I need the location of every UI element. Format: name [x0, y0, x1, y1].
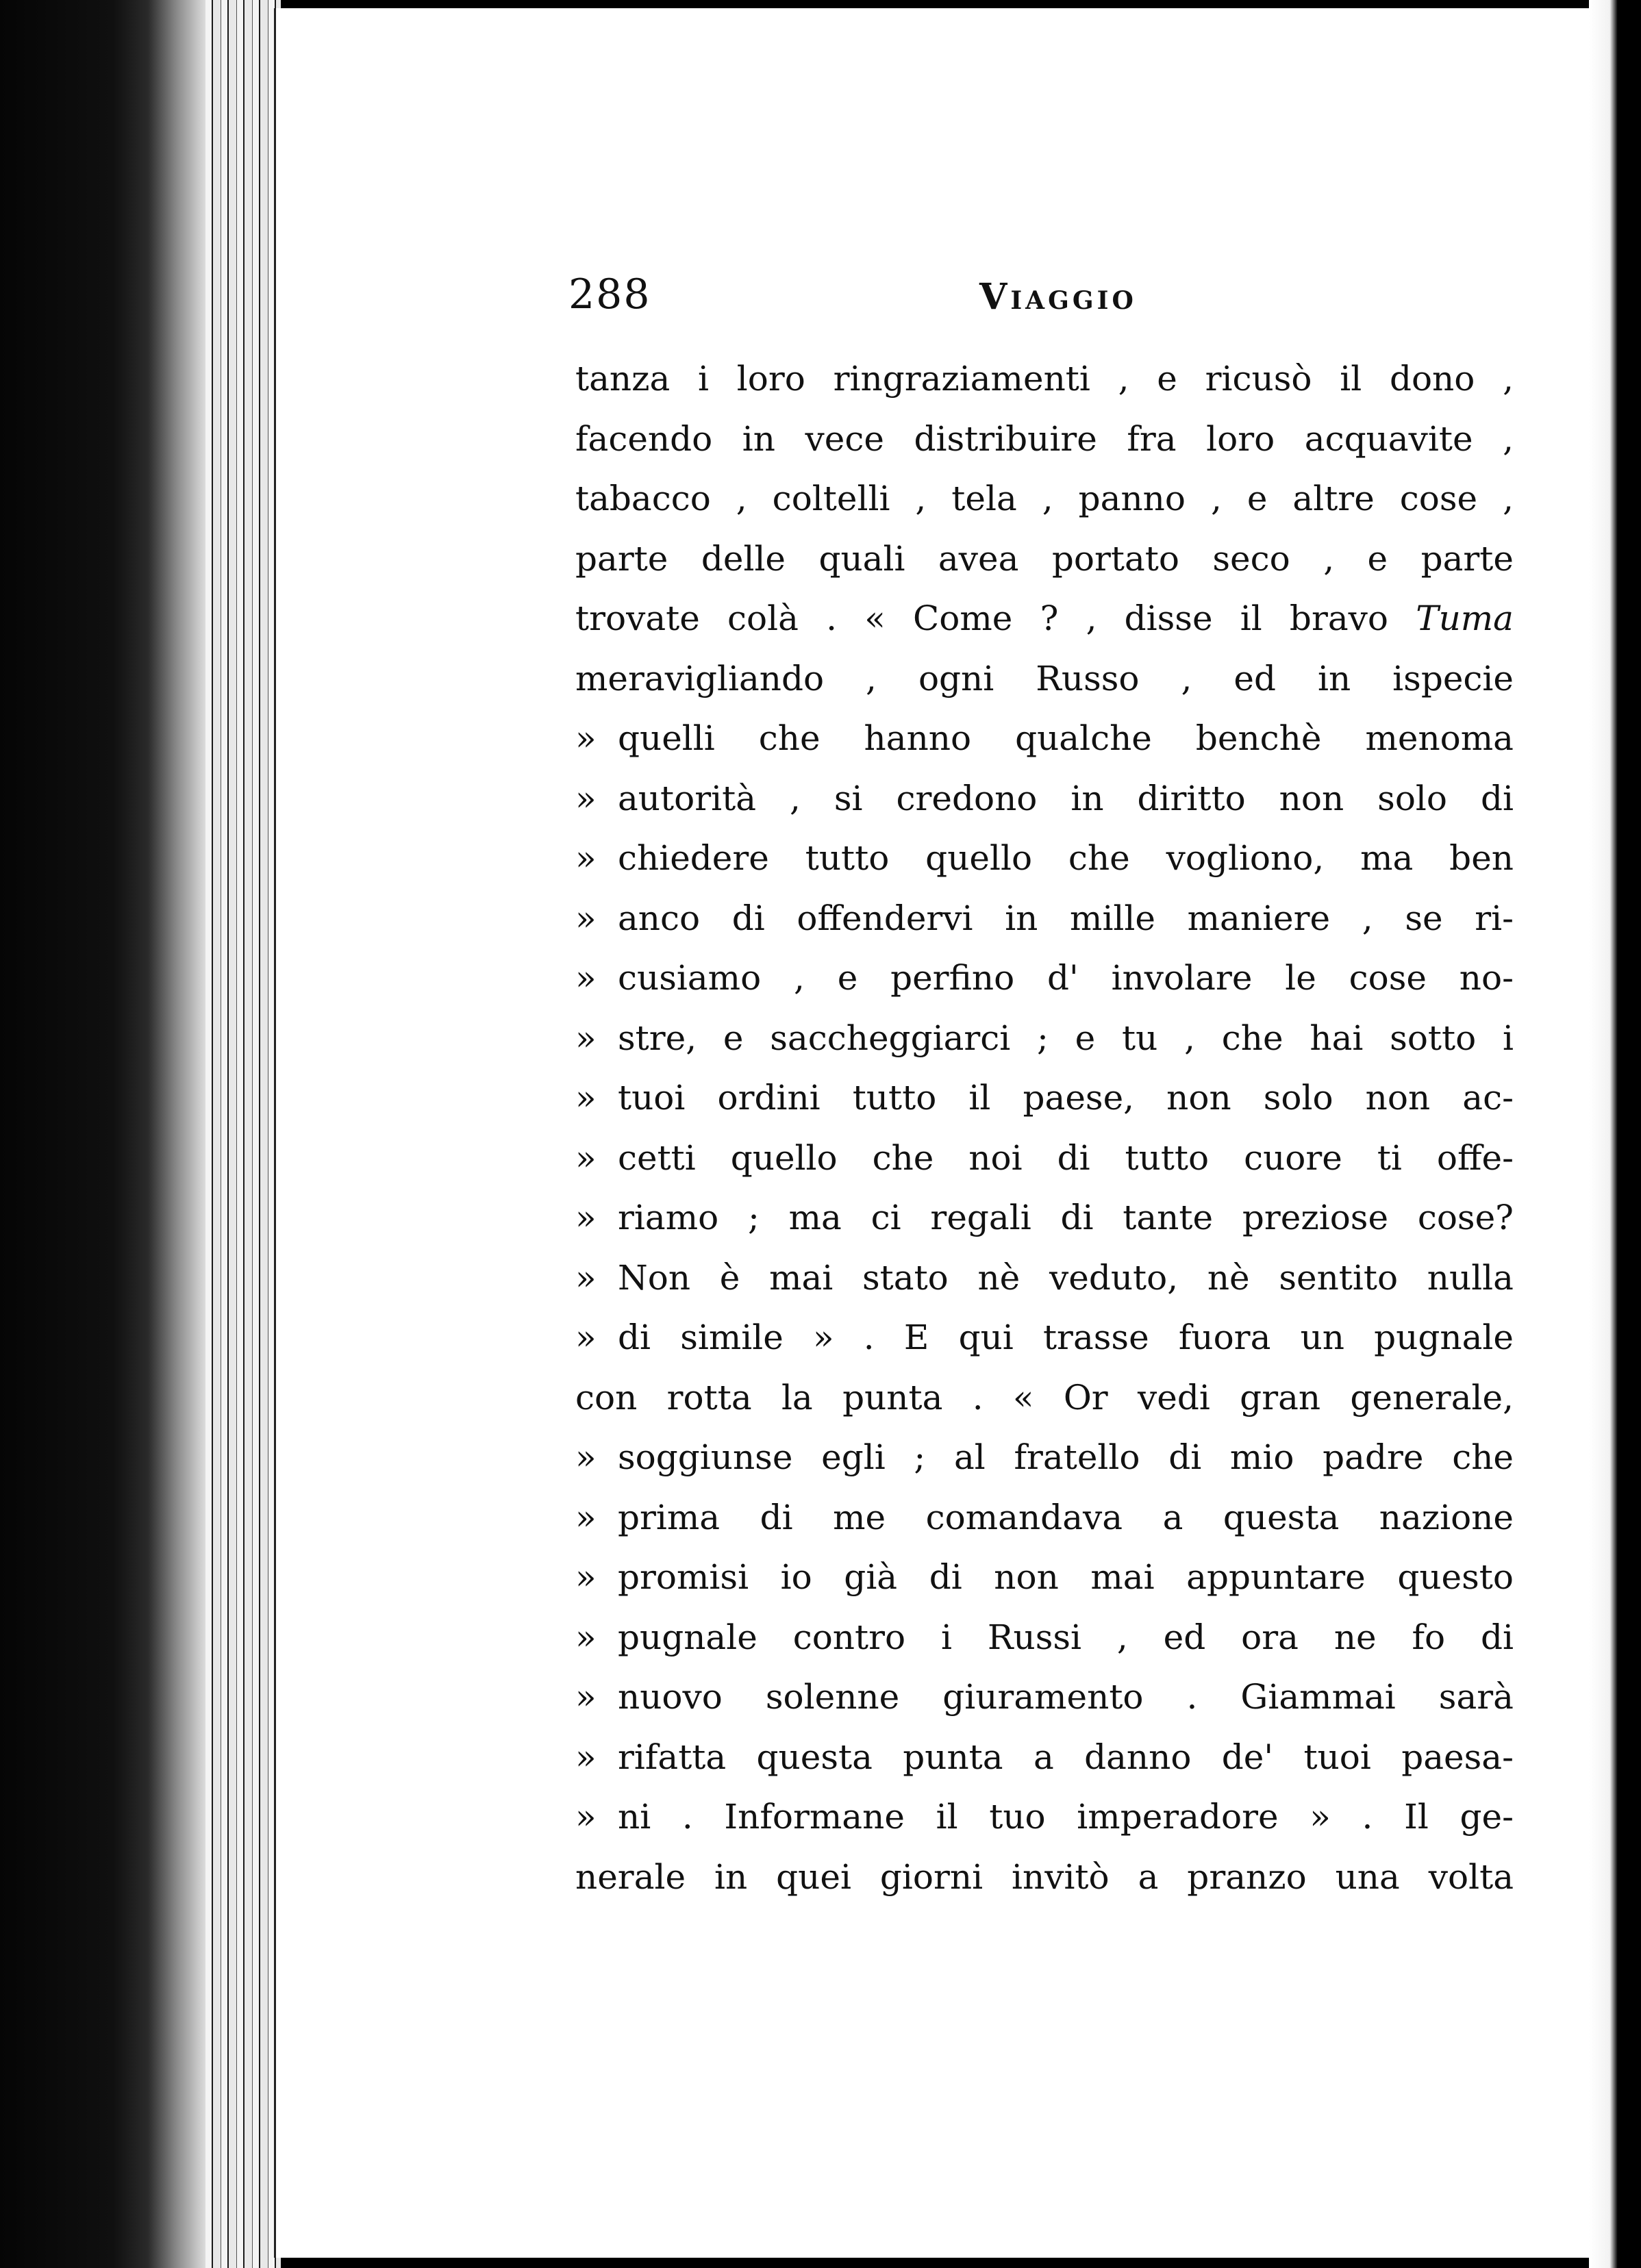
line-text: trovate colà . « Come ? , disse il bravo: [575, 598, 1389, 638]
line-text: autorità , si credono in diritto non solo di: [618, 778, 1514, 818]
body-text: [575, 349, 1514, 1907]
line-text: cusiamo , e perfino d' involare le cose no-: [618, 958, 1514, 998]
line-text: chiedere tutto quello che vogliono, ma ben: [618, 838, 1514, 878]
running-title: Viaggio: [979, 276, 1137, 318]
line-text: facendo in vece distribuire fra loro acquavite ,: [575, 418, 1514, 459]
line-text: tanza i loro ringraziamenti , e ricusò il dono ,: [575, 359, 1514, 399]
text-line: [575, 1129, 1514, 1189]
text-line: [575, 589, 1514, 649]
line-text: anco di offendervi in mille maniere , se ri-: [618, 898, 1514, 938]
text-line: [575, 1787, 1514, 1848]
text-line: [575, 889, 1514, 949]
quote-mark: »: [575, 838, 597, 878]
text-line: [575, 948, 1514, 1009]
text-line: [575, 829, 1514, 889]
line-text: stre, e saccheggiarci ; e tu , che hai sotto i: [618, 1018, 1514, 1058]
line-text: Non è mai stato nè veduto, nè sentito nulla: [618, 1257, 1514, 1298]
quote-mark: »: [575, 1617, 597, 1657]
text-line: [575, 410, 1514, 470]
running-head: [568, 270, 1390, 332]
quote-mark: »: [575, 1137, 597, 1178]
line-text: tabacco , coltelli , tela , panno , e altre cose ,: [575, 479, 1514, 518]
text-line: [575, 1188, 1514, 1248]
line-text: cetti quello che noi di tutto cuore ti offe-: [618, 1137, 1514, 1178]
line-text: nuovo solenne giuramento . Giammai sarà: [618, 1677, 1514, 1717]
line-text: parte delle quali avea portato seco , e parte: [575, 538, 1514, 579]
text-line: [575, 349, 1514, 410]
text-line: [575, 1548, 1514, 1608]
line-text: pugnale contro i Russi , ed ora ne fo di: [618, 1617, 1514, 1657]
text-line: [575, 1428, 1514, 1488]
line-text: quelli che hanno qualche benchè menoma: [618, 718, 1514, 758]
text-line: [575, 769, 1514, 829]
line-text: di simile » . E qui trasse fuora un pugnale: [618, 1318, 1514, 1357]
line-text: riamo ; ma ci regali di tante preziose cose?: [618, 1198, 1514, 1237]
text-line: [575, 1009, 1514, 1069]
text-line: [575, 1848, 1514, 1908]
line-text: soggiunse egli ; al fratello di mio padre che: [618, 1437, 1514, 1477]
text-line: [575, 1667, 1514, 1728]
quote-mark: »: [575, 1737, 597, 1777]
line-text: con rotta la punta . « Or vedi gran generale,: [575, 1377, 1514, 1418]
text-line: [575, 709, 1514, 769]
quote-mark: »: [575, 1318, 597, 1357]
text-line: [575, 529, 1514, 590]
line-text: rifatta questa punta a danno de' tuoi paesa-: [618, 1737, 1514, 1777]
quote-mark: »: [575, 1257, 597, 1298]
scan-border: [1589, 0, 1641, 2268]
line-text: promisi io già di non mai appuntare questo: [618, 1557, 1514, 1597]
text-line: [575, 469, 1514, 529]
text-line: [575, 1488, 1514, 1548]
quote-mark: »: [575, 1797, 597, 1837]
quote-mark: »: [575, 1497, 597, 1537]
quote-mark: »: [575, 898, 597, 938]
quote-mark: »: [575, 958, 597, 998]
line-text: meravigliando , ogni Russo , ed in ispecie: [575, 658, 1514, 698]
quote-mark: »: [575, 1677, 597, 1717]
italic-name: Tuma: [1416, 598, 1514, 638]
line-text: tuoi ordini tutto il paese, non solo non ac-: [618, 1078, 1514, 1118]
text-line: [575, 1368, 1514, 1428]
text-line: [575, 1068, 1514, 1129]
quote-mark: »: [575, 1018, 597, 1058]
book-spine: [0, 0, 205, 2268]
text-line: [575, 1248, 1514, 1309]
quote-mark: »: [575, 1437, 597, 1477]
page-edges: [205, 0, 281, 2268]
quote-mark: »: [575, 778, 597, 818]
line-text: ni . Informane il tuo imperadore » . Il ge-: [618, 1797, 1514, 1837]
text-line: [575, 1608, 1514, 1668]
quote-mark: »: [575, 1557, 597, 1597]
text-line: [575, 1308, 1514, 1368]
line-text: prima di me comandava a questa nazione: [618, 1497, 1514, 1537]
text-line: [575, 649, 1514, 709]
page-number: 288: [568, 270, 651, 318]
line-text: nerale in quei giorni invitò a pranzo una volta: [575, 1856, 1514, 1897]
quote-mark: »: [575, 1078, 597, 1118]
quote-mark: »: [575, 718, 597, 758]
quote-mark: »: [575, 1198, 597, 1237]
text-line: [575, 1728, 1514, 1788]
